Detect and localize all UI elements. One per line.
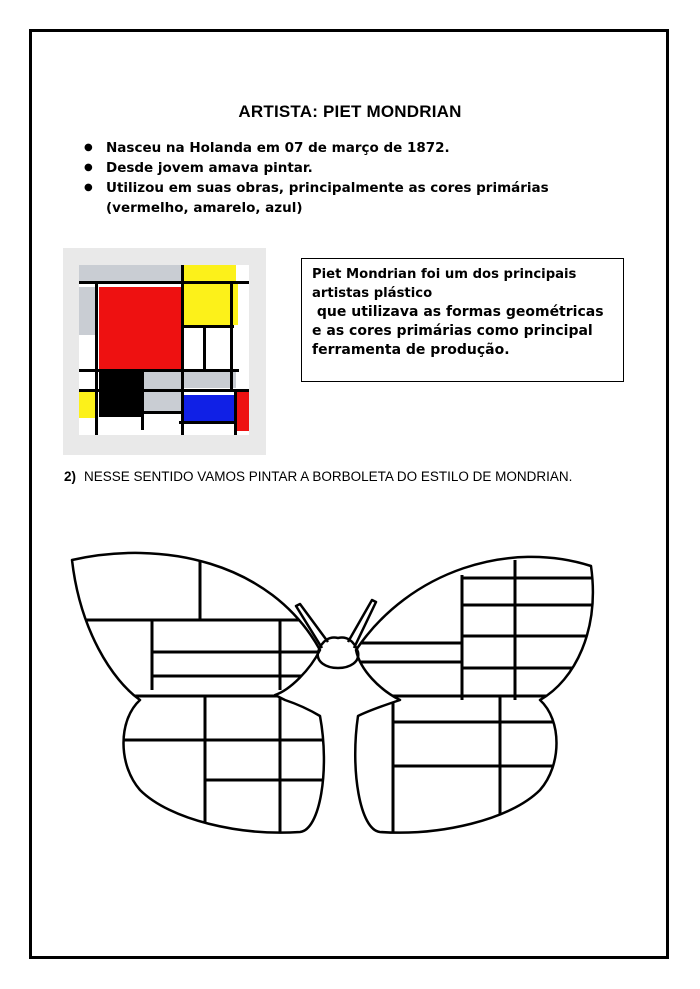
info-line: e as cores primárias como principal (312, 323, 593, 339)
page-title: ARTISTA: PIET MONDRIAN (238, 102, 462, 121)
question-number: 2) (64, 469, 77, 484)
left-wing (72, 553, 324, 833)
fact-item: ● Desde jovem amava pintar. (82, 158, 602, 178)
fact-item: ● Nasceu na Holanda em 07 de março de 1872. (82, 138, 602, 158)
info-line: que utilizava as formas geométricas (312, 304, 604, 320)
fact-item: ● Utilizou em suas obras, principalmente as cores primárias (vermelho, amarelo, azul) (82, 178, 602, 218)
question-text: NESSE SENTIDO VAMOS PINTAR A BORBOLETA DO ESTILO DE MONDRIAN. (84, 469, 573, 484)
info-line: artistas plástico (312, 286, 433, 301)
info-line: ferramenta de produção. (312, 342, 510, 358)
butterfly-body (318, 638, 359, 668)
info-line: Piet Mondrian foi um dos principais (312, 267, 577, 282)
